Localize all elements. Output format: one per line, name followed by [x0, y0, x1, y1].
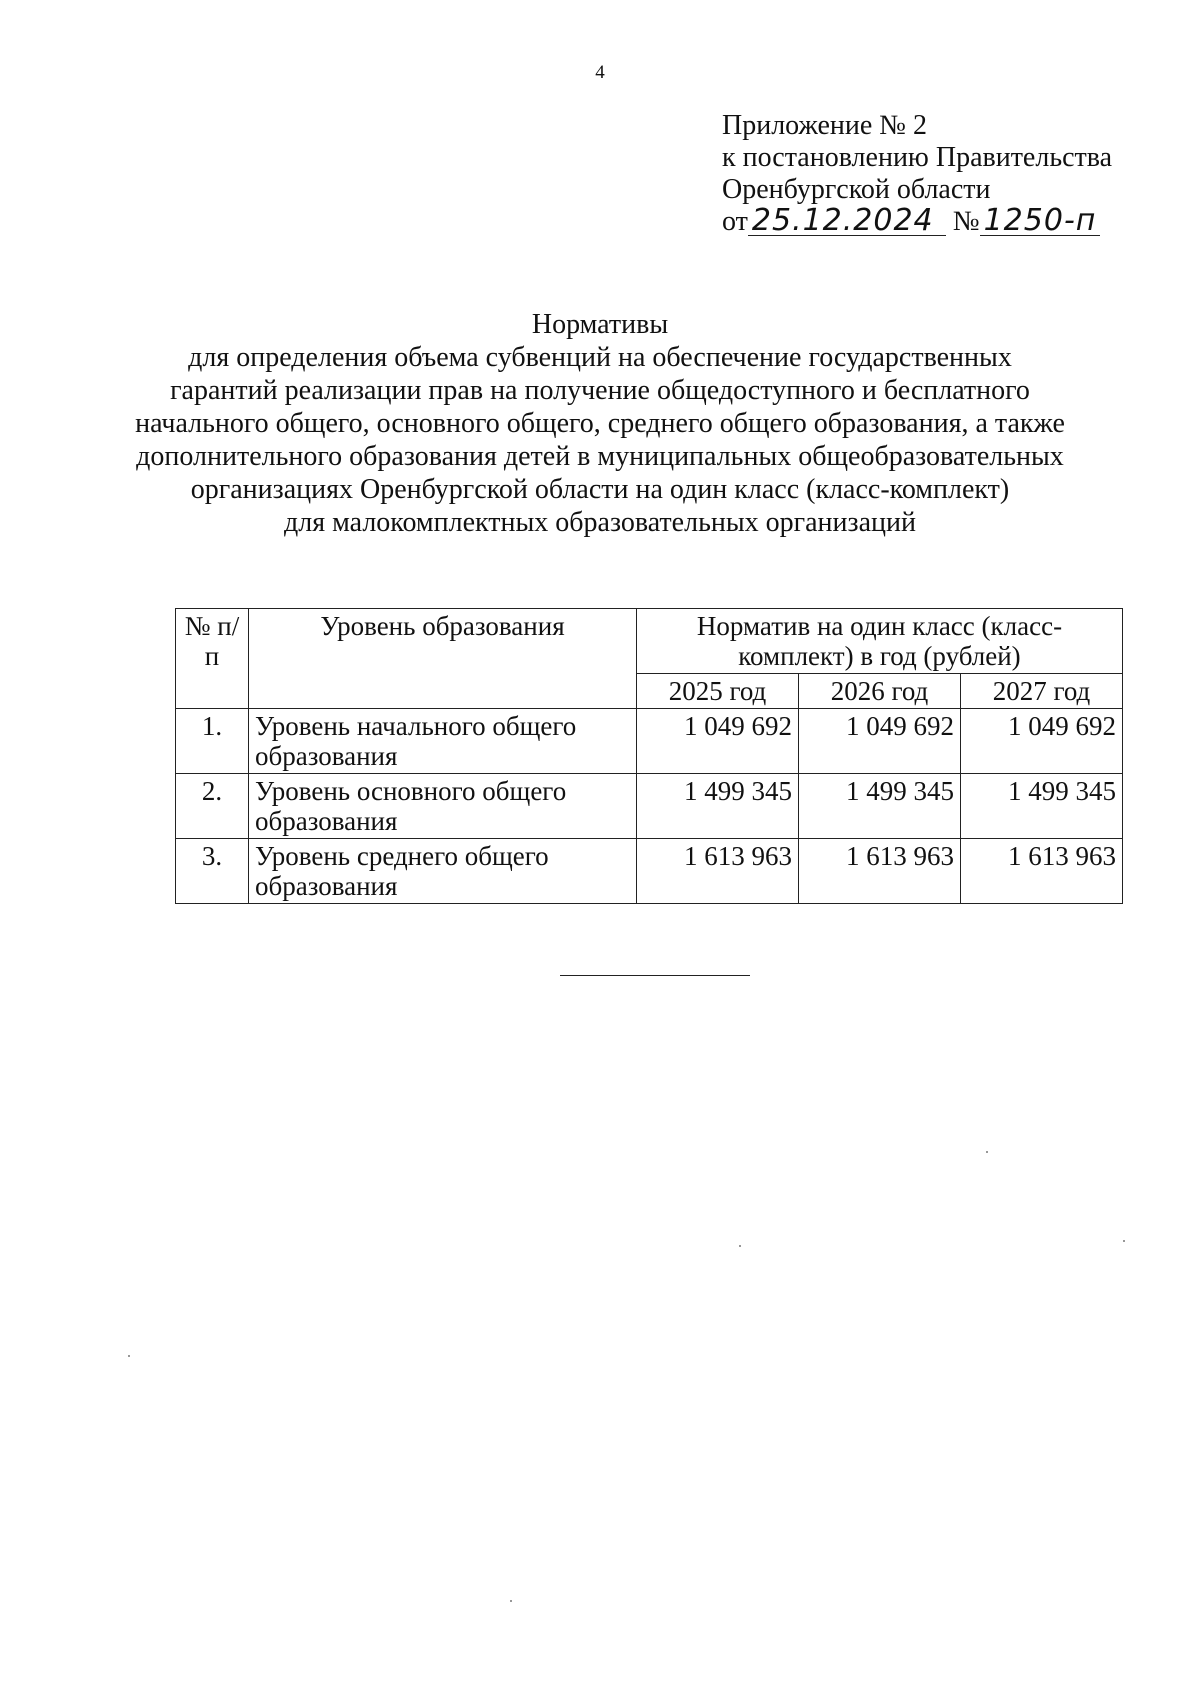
row-value-2025: 1 613 963 — [637, 839, 799, 904]
table-row — [176, 774, 1123, 839]
row-value-2026: 1 613 963 — [799, 839, 961, 904]
row-level: Уровень основного общего образования — [249, 774, 637, 839]
row-value-2026: 1 499 345 — [799, 774, 961, 839]
title-line: организациях Оренбургской области на один класс (класс-комплект) — [190, 474, 1010, 505]
title-line: дополнительного образования детей в муниципальных общеобразовательных — [136, 441, 1064, 472]
title-line: для малокомплектных образовательных организаций — [284, 507, 916, 538]
title-line: начального общего, основного общего, среднего общего образования, а также — [135, 408, 1065, 439]
appendix-region: Оренбургской области — [722, 174, 991, 205]
handwritten-number: 1250-п — [980, 207, 1101, 236]
scan-speck — [510, 1600, 512, 1602]
date-prefix: от — [722, 206, 748, 237]
appendix-block — [722, 110, 1112, 238]
row-value-2027: 1 499 345 — [961, 774, 1123, 839]
norms-table — [175, 608, 1123, 904]
row-value-2027: 1 613 963 — [961, 839, 1123, 904]
row-level: Уровень начального общего образования — [249, 709, 637, 774]
header-year-2027: 2027 год — [961, 674, 1123, 709]
number-prefix: № — [952, 206, 980, 237]
header-num: № п/п — [176, 609, 249, 709]
row-num: 1. — [176, 709, 249, 774]
page-number: 4 — [595, 62, 605, 83]
scan-speck — [1123, 1240, 1125, 1242]
table-row — [176, 709, 1123, 774]
header-norm: Норматив на один класс (класс-комплект) в год (рублей) — [637, 609, 1123, 674]
row-num: 2. — [176, 774, 249, 839]
scan-speck — [986, 1151, 988, 1153]
handwritten-date: 25.12.2024 — [748, 207, 946, 236]
title-heading: Нормативы — [531, 309, 669, 340]
header-year-2026: 2026 год — [799, 674, 961, 709]
header-level: Уровень образования — [249, 609, 637, 709]
row-value-2027: 1 049 692 — [961, 709, 1123, 774]
scan-speck — [128, 1355, 130, 1357]
appendix-title: Приложение № 2 — [722, 110, 927, 141]
table-row — [176, 839, 1123, 904]
appendix-date-number — [722, 203, 1112, 238]
header-year-2025: 2025 год — [637, 674, 799, 709]
table-header-row — [176, 609, 1123, 674]
row-num: 3. — [176, 839, 249, 904]
closing-rule — [560, 975, 750, 976]
document-title — [0, 308, 1200, 539]
title-line: гарантий реализации прав на получение общедоступного и бесплатного — [170, 375, 1030, 406]
row-value-2025: 1 499 345 — [637, 774, 799, 839]
row-level: Уровень среднего общего образования — [249, 839, 637, 904]
scan-speck — [739, 1245, 741, 1247]
title-line: для определения объема субвенций на обеспечение государственных — [188, 342, 1012, 373]
appendix-resolution: к постановлению Правительства — [722, 142, 1113, 173]
row-value-2025: 1 049 692 — [637, 709, 799, 774]
row-value-2026: 1 049 692 — [799, 709, 961, 774]
